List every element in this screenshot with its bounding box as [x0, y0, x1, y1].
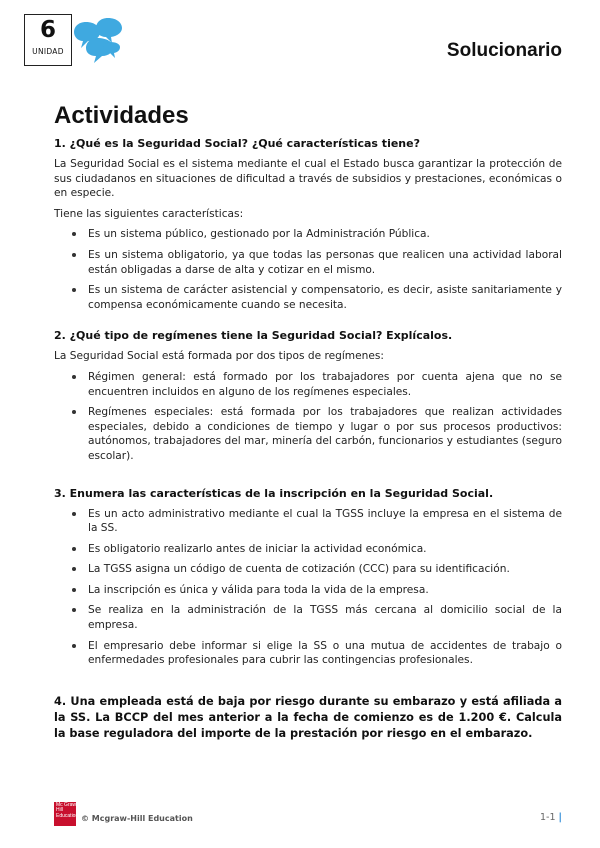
answer-1-list	[54, 227, 562, 312]
page-number-bar: |	[558, 812, 562, 823]
list-item: Régimen general: está formado por los trabajadores por cuenta ajena que no se encuentren incluidos en alguno de los regímenes especiales.	[88, 370, 562, 398]
list-item: Es un sistema obligatorio, ya que todas las personas que realicen una actividad laboral están obligadas a darse de alta y cotizar en el mismo.	[88, 248, 562, 276]
list-item: Regímenes especiales: está formada por los trabajadores que realizan actividades especiales, debido a condiciones de tiempo y lugar o por sus procesos productivos: autónomos, trabajadores del mar, minería del carbón, funcionarios y estudiantes (seguro escolar).	[88, 406, 562, 462]
list-item: Es un sistema público, gestionado por la Administración Pública.	[88, 227, 562, 242]
page-number-text: 1-1	[539, 812, 556, 823]
section-title: Actividades	[54, 102, 189, 129]
list-item: Es obligatorio realizarlo antes de iniciar la actividad económica.	[88, 542, 562, 557]
list-item: La TGSS asigna un código de cuenta de cotización (CCC) para su identificación.	[88, 562, 562, 577]
question-1: 1. ¿Qué es la Seguridad Social? ¿Qué características tiene?	[54, 137, 420, 150]
unit-badge	[24, 14, 72, 66]
question-3: 3. Enumera las características de la inscripción en la Seguridad Social.	[54, 486, 494, 500]
page-title: Solucionario	[446, 40, 562, 61]
answer-2-list	[54, 370, 562, 464]
footer	[54, 802, 562, 826]
answer-2-intro: La Seguridad Social está formada por dos tipos de regímenes:	[54, 350, 384, 363]
list-item: El empresario debe informar si elige la SS o una mutua de accidentes de trabajo o enfermedades profesionales para cubrir las contingencias profesionales.	[88, 639, 562, 667]
answer-1-intro: Tiene las siguientes características:	[54, 207, 244, 220]
answer-1-paragraph: La Seguridad Social es el sistema mediante el cual el Estado busca garantizar la protección de sus ciudadanos en situaciones de dificultad a través de subsidios y prestaciones, económicas o en especie.	[54, 158, 562, 200]
unit-number: 6	[39, 17, 56, 43]
question-2: 2. ¿Qué tipo de regímenes tiene la Seguridad Social? Explícalos.	[54, 329, 453, 343]
list-item: Es un sistema de carácter asistencial y compensatorio, es decir, asiste sanitariamente y compensa económicamente cuando se necesita.	[88, 284, 562, 311]
list-item: La inscripción es única y válida para toda la vida de la empresa.	[88, 583, 562, 598]
answer-3-list	[54, 507, 562, 668]
copyright: © Mcgraw-Hill Education	[81, 814, 193, 823]
question-4: 4. Una empleada está de baja por riesgo durante su embarazo y está afiliada a la SS. La BCCP del mes anterior a la fecha de comienzo es de 1.200 €. Calcula la base reguladora del importe de la prestación por riesgo en el embarazo.	[54, 694, 562, 740]
main-content	[54, 102, 562, 748]
list-item: Se realiza en la administración de la TGSS más cercana al domicilio social de la empresa.	[88, 604, 562, 632]
page-number	[540, 812, 562, 823]
speech-bubbles-icon	[72, 14, 128, 64]
unit-label: UNIDAD	[32, 47, 64, 56]
list-item: Es un acto administrativo mediante el cual la TGSS incluye la empresa en el sistema de la SS.	[88, 507, 562, 535]
publisher-logo: Mc Graw Hill Education	[54, 802, 76, 826]
